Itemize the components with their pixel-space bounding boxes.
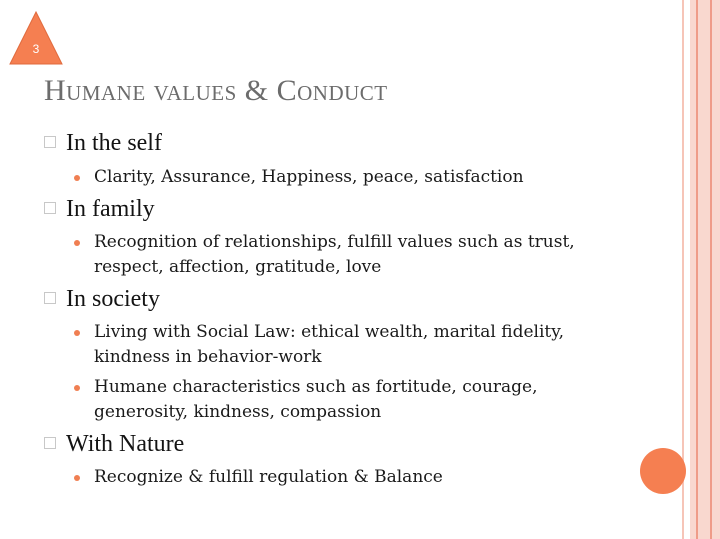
list-item [74, 320, 594, 370]
section-heading [44, 286, 160, 313]
section-heading [44, 431, 184, 458]
page-number-triangle [8, 10, 64, 66]
bullet-box-icon [44, 202, 56, 214]
list-item [74, 465, 594, 490]
list-item-text: Living with Social Law: ethical wealth, marital fidelity, kindness in behavior-work [94, 322, 565, 367]
list-item-text: Clarity, Assurance, Happiness, peace, satisfaction [94, 167, 524, 187]
slide-title: Humane values & Conduct [44, 74, 388, 107]
list-item [74, 165, 594, 190]
list-item-text: Recognition of relationships, fulfill values such as trust, respect, affection, gratitude, love [94, 232, 575, 277]
list-item [74, 375, 594, 425]
bullet-dot-icon [74, 240, 80, 246]
section-heading-text: In society [66, 286, 160, 312]
list-item-text: Humane characteristics such as fortitude, courage, generosity, kindness, compassion [94, 377, 538, 422]
bullet-box-icon [44, 292, 56, 304]
list-item-text: Recognize & fulfill regulation & Balance [94, 467, 443, 487]
bullet-dot-icon [74, 175, 80, 181]
section-heading [44, 196, 155, 223]
section-heading-text: In the self [66, 130, 162, 156]
section-heading-text: With Nature [66, 431, 185, 457]
section-heading-text: In family [66, 196, 155, 222]
bullet-dot-icon [74, 385, 80, 391]
decorative-circle [640, 448, 686, 494]
list-item [74, 230, 594, 280]
border-stripe [710, 0, 712, 539]
border-stripe [690, 0, 720, 539]
border-stripe [696, 0, 698, 539]
page-number: 3 [32, 42, 40, 56]
bullet-box-icon [44, 437, 56, 449]
bullet-dot-icon [74, 475, 80, 481]
section-heading [44, 130, 162, 157]
bullet-dot-icon [74, 330, 80, 336]
bullet-box-icon [44, 136, 56, 148]
